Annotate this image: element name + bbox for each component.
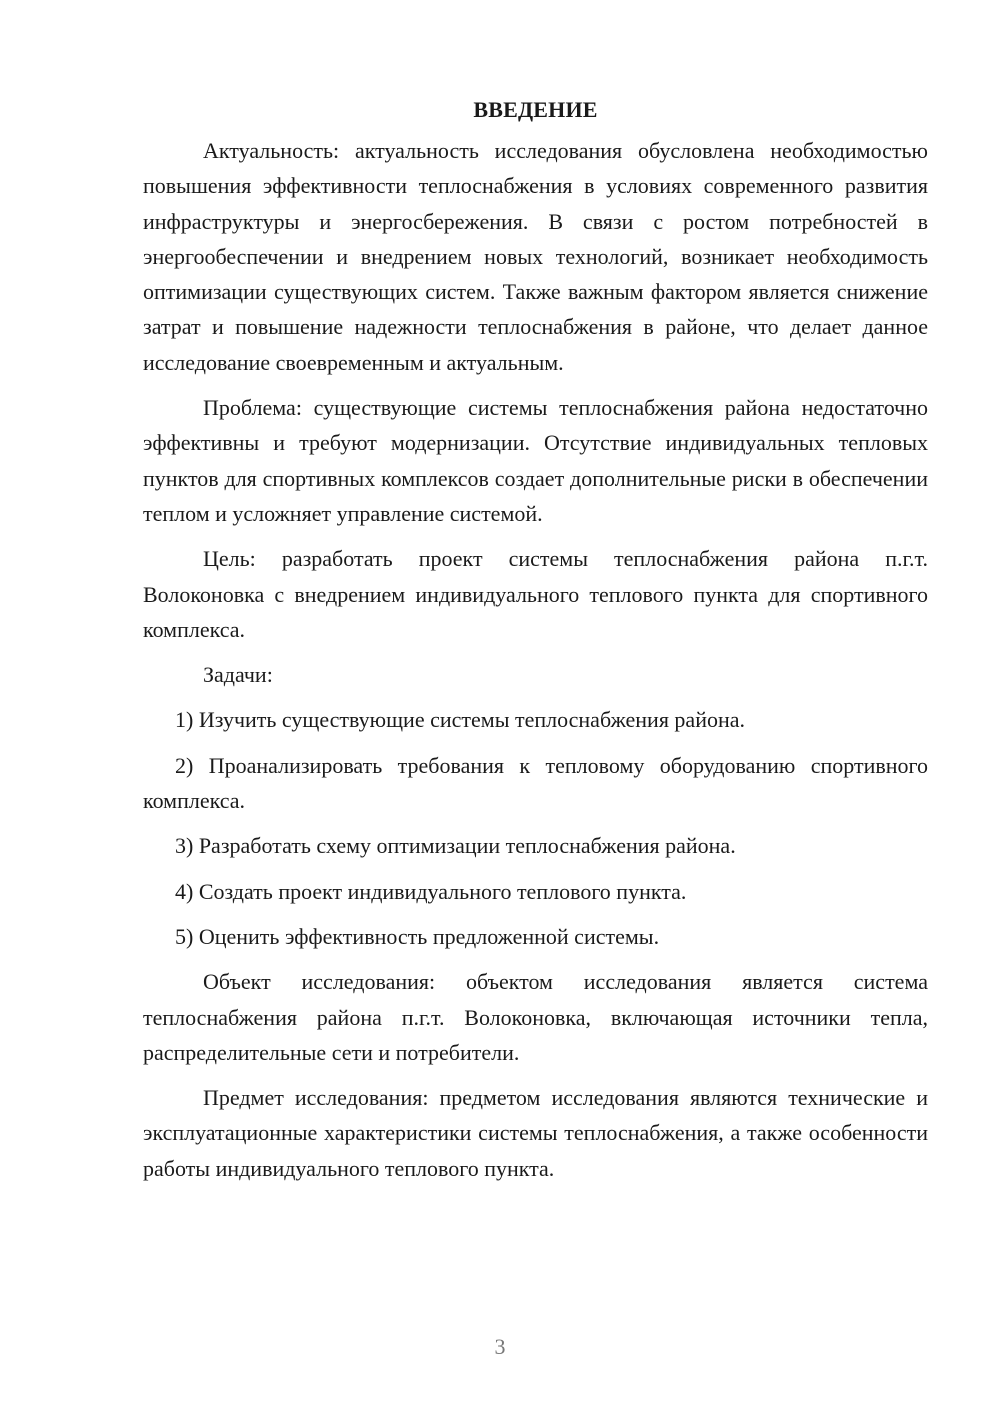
page-title: ВВЕДЕНИЕ <box>473 97 598 122</box>
tasks-heading: Задачи: <box>203 662 273 688</box>
page-number: 3 <box>494 1334 506 1359</box>
task-item-5: 5) Оценить эффективность предложенной системы. <box>175 923 660 949</box>
paragraph-relevance: Актуальность: актуальность исследования обусловлена необходимостью повышения эффективности теплоснабжения в условиях современного развития инфраструктуры и энергосбережения. В связи с ростом потребностей в энергообеспечении и внедрением новых технологий, возникает необходимость оптимизации существующих систем. Также важным фактором является снижение затрат и повышение надежности теплоснабжения в районе, что делает данное исследование своевременным и актуальным. <box>143 138 928 375</box>
task-item-4: 4) Создать проект индивидуального теплового пункта. <box>175 878 687 904</box>
paragraph-object: Объект исследования: объектом исследования является система теплоснабжения района п.г.т. Волоконовка, включающая источники тепла, распределительные сети и потребители. <box>143 969 928 1065</box>
task-item-1: 1) Изучить существующие системы теплоснабжения района. <box>175 707 746 733</box>
document-page <box>143 92 928 1196</box>
task-item-2: 2) Проанализировать требования к тепловому оборудованию спортивного комплекса. <box>143 752 928 814</box>
paragraph-problem: Проблема: существующие системы теплоснабжения района недостаточно эффективны и требуют модернизации. Отсутствие индивидуальных тепловых пунктов для спортивных комплексов создает дополнительные риски в обеспечении теплом и усложняет управление системой. <box>143 395 928 526</box>
task-item-3: 3) Разработать схему оптимизации теплоснабжения района. <box>175 833 736 859</box>
paragraph-subject: Предмет исследования: предметом исследования являются технические и эксплуатационные характеристики системы теплоснабжения, а также особенности работы индивидуального теплового пункта. <box>143 1085 928 1181</box>
paragraph-goal: Цель: разработать проект системы теплоснабжения района п.г.т. Волоконовка с внедрением индивидуального теплового пункта для спортивного комплекса. <box>143 546 928 642</box>
